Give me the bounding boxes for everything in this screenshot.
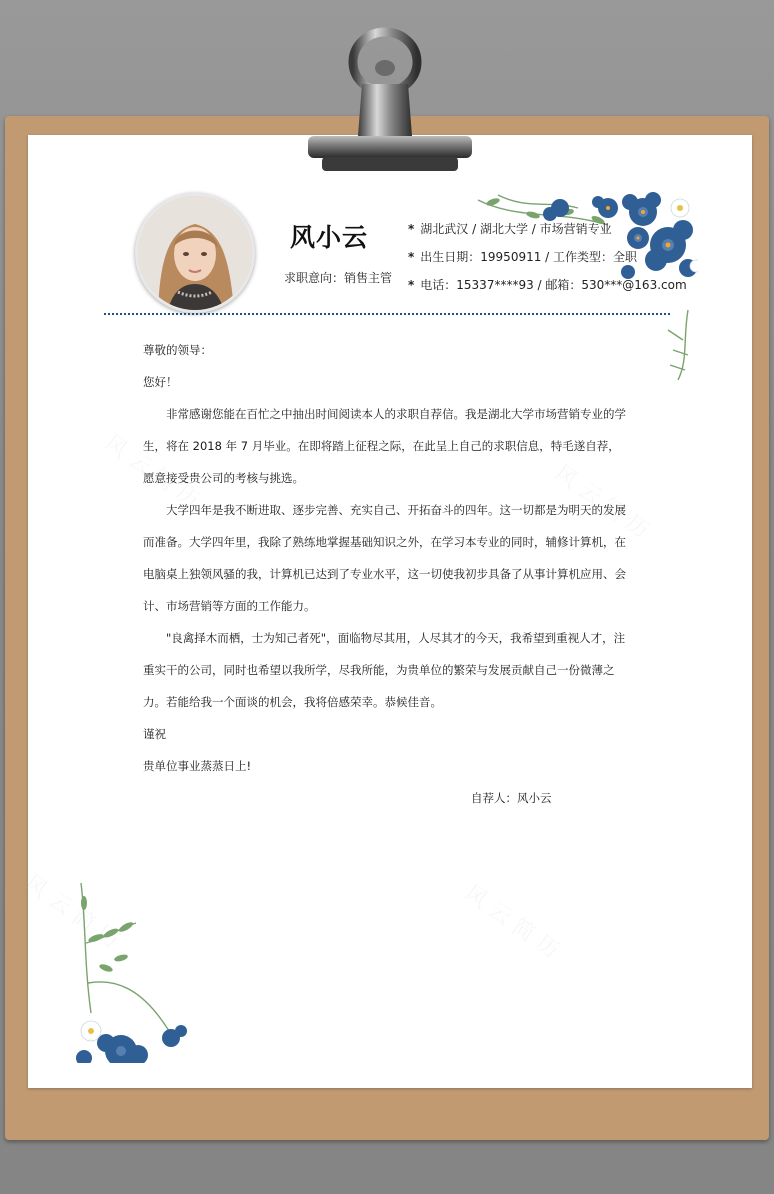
salutation: 尊敬的领导：	[143, 343, 212, 357]
paragraph-3: "良禽择木而栖，士为知己者死"，面临物尽其用，人尽其才的今天，我希望到重视人才，注重实干的公司，同时也希望以我所学，尽我所能，为贵单位的繁荣与发展贡献自己一份微薄之力。若能给我一个面谈的机会，我将倍感荣幸。恭候佳音。	[143, 631, 626, 709]
header-divider	[104, 313, 670, 315]
info-line-school: * 湖北武汉 / 湖北大学 / 市场营销专业	[408, 222, 612, 236]
job-intent: 求职意向：销售主管	[284, 271, 393, 285]
candidate-name: 风小云	[290, 223, 369, 252]
watermark-icon	[459, 877, 566, 965]
bullet-icon: *	[408, 278, 415, 292]
info-line-contact: * 电话：15337****93 / 邮箱：530***@163.com	[408, 278, 687, 292]
paragraph-2: 大学四年是我不断进取、逐步完善、充实自己、开拓奋斗的四年。这一切都是为明天的发展而准备。大学四年里，我除了熟练地掌握基础知识之外，在学习本专业的同时，辅修计算机，在电脑桌上独领风骚的我，计算机已达到了专业水平，这一切使我初步具备了从事计算机应用、会计、市场营销等方面的工作能力。	[143, 503, 626, 613]
resume-paper	[28, 135, 752, 1088]
letter-body	[143, 334, 631, 782]
signature: 自荐人：风小云	[471, 791, 552, 805]
portrait-icon	[138, 196, 252, 310]
paragraph-1: 非常感谢您能在百忙之中抽出时间阅读本人的求职自荐信。我是湖北大学市场营销专业的学生，将在 2018 年 7 月毕业。在即将踏上征程之际，在此呈上自己的求职信息，特毛遂自荐，愿意接受贵公司的考核与挑选。	[143, 407, 626, 485]
bullet-icon: *	[408, 250, 415, 264]
floral-decoration-bottom-left-icon	[76, 883, 196, 1063]
info-line-birth: * 出生日期：19950911 / 工作类型：全职	[408, 250, 638, 264]
closing-line: 贵单位事业蒸蒸日上!	[143, 759, 252, 773]
closing-wish: 谨祝	[143, 727, 166, 741]
greeting: 您好！	[143, 375, 178, 389]
avatar	[135, 193, 255, 313]
binder-clip-icon	[300, 24, 480, 176]
bullet-icon: *	[408, 222, 415, 236]
